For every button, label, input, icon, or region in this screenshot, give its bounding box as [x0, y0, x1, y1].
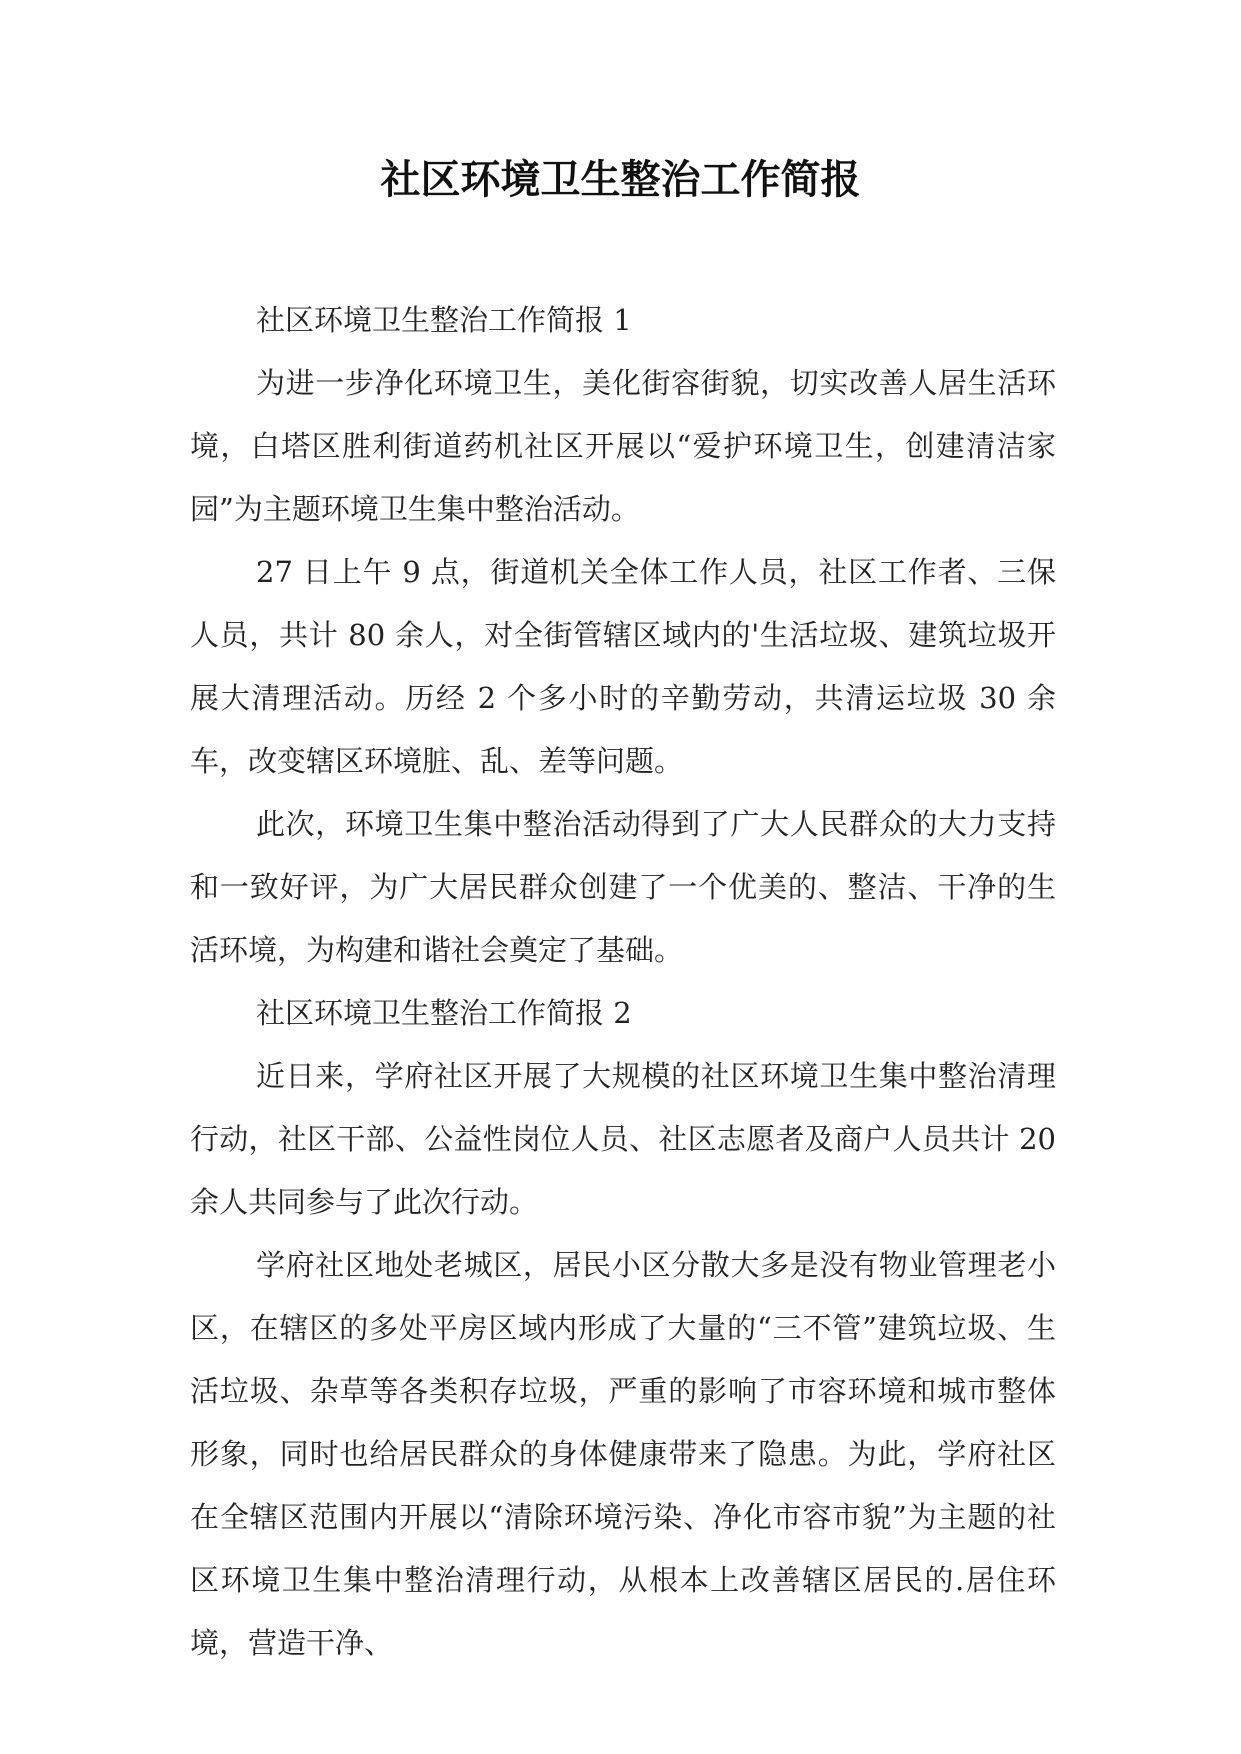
section-heading-1: 社区环境卫生整治工作简报 1 — [256, 303, 632, 337]
paragraph: 为进一步净化环境卫生，美化街容街貌，切实改善人居生活环境，白塔区胜利街道药机社区开展以“爱护环境卫生，创建清洁家园”为主题环境卫生集中整治活动。 — [190, 366, 1056, 526]
paragraph: 27 日上午 9 点，街道机关全体工作人员，社区工作者、三保人员，共计 80 余人，对全街管辖区域内的'生活垃圾、建筑垃圾开展大清理活动。历经 2 个多小时的辛勤劳动，共清运垃圾 30 余车，改变辖区环境脏、乱、差等问题。 — [190, 555, 1056, 778]
paragraph: 近日来，学府社区开展了大规模的社区环境卫生集中整治清理行动，社区干部、公益性岗位人员、社区志愿者及商户人员共计 20 余人共同参与了此次行动。 — [190, 1059, 1056, 1219]
document-title: 社区环境卫生整治工作简报 — [380, 156, 861, 203]
paragraph: 学府社区地处老城区，居民小区分散大多是没有物业管理老小区，在辖区的多处平房区域内形成了大量的“三不管”建筑垃圾、生活垃圾、杂草等各类积存垃圾，严重的影响了市容环境和城市整体形象，同时也给居民群众的身体健康带来了隐患。为此，学府社区在全辖区范围内开展以“清除环境污染、净化市容市貌”为主题的社区环境卫生集中整治清理行动，从根本上改善辖区居民的.居住环境，营造干净、 — [190, 1248, 1056, 1660]
section-heading-2: 社区环境卫生整治工作简报 2 — [256, 996, 632, 1030]
document-body — [190, 289, 1056, 1675]
paragraph: 此次，环境卫生集中整治活动得到了广大人民群众的大力支持和一致好评，为广大居民群众创建了一个优美的、整洁、干净的生活环境，为构建和谐社会奠定了基础。 — [190, 807, 1056, 967]
